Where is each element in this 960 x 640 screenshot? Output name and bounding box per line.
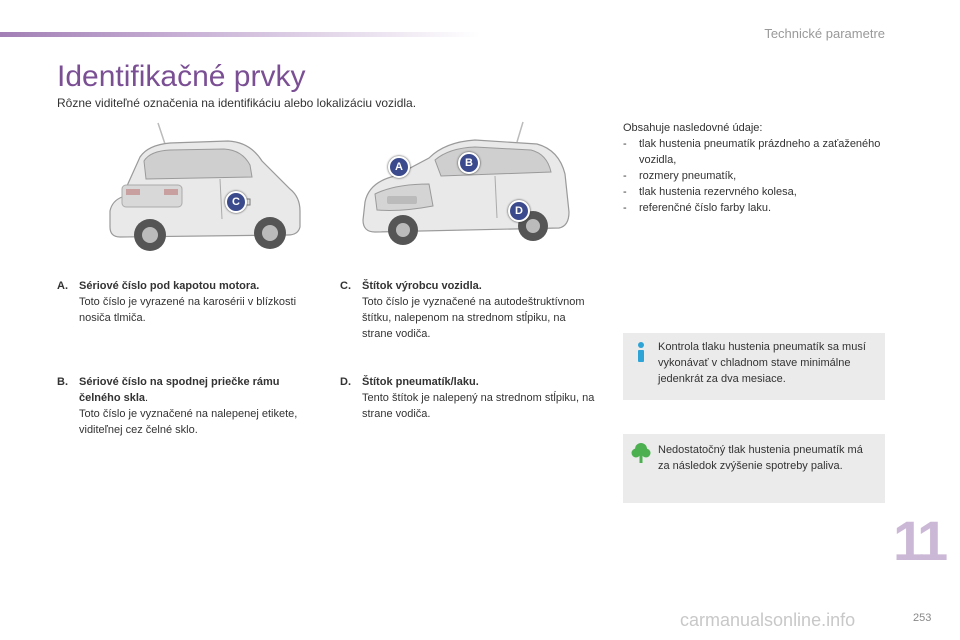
header-accent-bar	[0, 32, 480, 37]
front-car-illustration	[355, 120, 580, 255]
page-title: Identifikačné prvky	[57, 60, 306, 93]
watermark: carmanualsonline.info	[680, 610, 856, 630]
section-title: Technické parametre	[764, 26, 885, 41]
item-heading-suffix: .	[145, 392, 149, 404]
item-text: Toto číslo je vyrazené na karosérii v blízkosti nosiča tlmiča.	[79, 296, 297, 324]
chapter-number: 11	[893, 509, 945, 572]
marker-c: C	[225, 191, 247, 213]
eco-tip-box	[623, 434, 885, 503]
item-letter: D.	[340, 376, 351, 388]
contents-intro: Obsahuje nasledovné údaje:	[623, 122, 763, 134]
item-text: Tento štítok je nalepený na strednom stĺpiku, na strane vodiča.	[362, 392, 595, 420]
item-a	[57, 278, 302, 326]
item-text: Toto číslo je vyznačené na autodeštruktívnom štítku, nalepenom na strednom stĺpiku, na strane vodiča.	[362, 296, 585, 340]
item-d	[340, 374, 595, 422]
list-item: - tlak hustenia pneumatík prázdneho a zaťaženého vozidla,	[623, 136, 883, 168]
rear-car-illustration	[100, 115, 310, 260]
item-text: Toto číslo je vyznačené na nalepenej etikete, viditeľnej cez čelné sklo.	[79, 408, 298, 436]
item-letter: A.	[57, 280, 68, 292]
label-contents	[623, 120, 883, 216]
eco-tip-text: Nedostatočný tlak hustenia pneumatík má za následok zvýšenie spotreby paliva.	[658, 444, 863, 472]
info-box	[623, 333, 885, 400]
item-c	[340, 278, 595, 342]
info-icon	[631, 341, 651, 363]
marker-b: B	[458, 152, 480, 174]
marker-d: D	[508, 200, 530, 222]
item-letter: B.	[57, 376, 68, 388]
list-item: - rozmery pneumatík,	[623, 168, 883, 184]
item-heading: Štítok výrobcu vozidla.	[362, 280, 482, 292]
list-item: - referenčné číslo farby laku.	[623, 200, 883, 216]
marker-a: A	[388, 156, 410, 178]
contents-list	[623, 136, 883, 216]
item-heading: Štítok pneumatík/laku.	[362, 376, 479, 388]
page-subtitle: Rôzne viditeľné označenia na identifikáciu alebo lokalizáciu vozidla.	[57, 96, 417, 110]
item-letter: C.	[340, 280, 351, 292]
info-text: Kontrola tlaku hustenia pneumatík sa musí vykonávať v chladnom stave minimálne jedenkrát za dva mesiace.	[658, 341, 866, 385]
item-heading: Sériové číslo na spodnej priečke rámu čelného skla	[79, 376, 280, 404]
item-heading: Sériové číslo pod kapotou motora.	[79, 280, 260, 292]
tree-icon	[631, 442, 651, 464]
list-item: - tlak hustenia rezervného kolesa,	[623, 184, 883, 200]
page-number: 253	[913, 612, 932, 624]
item-b	[57, 374, 302, 438]
